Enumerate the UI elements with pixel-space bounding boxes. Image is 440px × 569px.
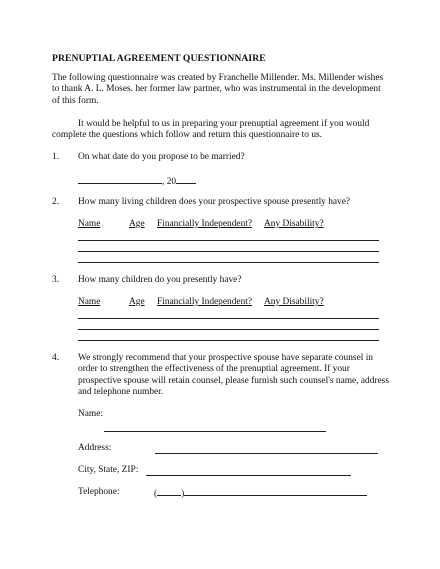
q3-col-financially-independent: Financially Independent?	[157, 297, 253, 307]
counsel-telephone-label: Telephone:	[78, 487, 120, 497]
q2-answer-line[interactable]	[78, 262, 379, 263]
phone-area-close-paren: )	[181, 489, 185, 499]
marriage-year-field[interactable]	[176, 175, 196, 184]
q2-answer-line[interactable]	[78, 251, 379, 252]
q3-answer-line[interactable]	[78, 318, 379, 319]
question-1-number: 1.	[52, 152, 60, 162]
marriage-date-row	[78, 175, 196, 188]
marriage-date-field[interactable]	[78, 175, 162, 184]
counsel-address-field[interactable]	[155, 453, 378, 454]
counsel-city-state-zip-field[interactable]	[146, 475, 351, 476]
counsel-city-state-zip-label: City, State, ZIP:	[78, 465, 139, 475]
q3-col-any-disability: Any Disability?	[264, 297, 324, 307]
instructions-paragraph: It would be helpful to us in preparing your prenuptial agreement if you would complete the questions which follow and return this questionnaire to us.	[52, 119, 370, 141]
q2-answer-line[interactable]	[78, 240, 379, 241]
question-3-number: 3.	[52, 275, 60, 285]
q2-col-financially-independent: Financially Independent?	[157, 219, 253, 229]
phone-number-field[interactable]	[184, 487, 367, 496]
q2-col-name: Name	[78, 219, 101, 229]
document-title: PRENUPTIAL AGREEMENT QUESTIONNAIRE	[52, 53, 266, 64]
counsel-name-field[interactable]	[104, 431, 326, 432]
counsel-name-label: Name:	[78, 409, 103, 419]
q3-answer-line[interactable]	[78, 340, 379, 341]
question-3-text: How many children do you presently have?	[78, 275, 242, 285]
question-4-text: We strongly recommend that your prospective spouse have separate counsel in order to strengthen the effectiveness of the prenuptial agreement. If your prospective spouse will retain counsel, please furnish such counsel's name, address and telephone number.	[78, 353, 389, 398]
counsel-address-label: Address:	[78, 443, 112, 453]
q3-col-name: Name	[78, 297, 101, 307]
question-1-text: On what date do you propose to be married?	[78, 152, 245, 162]
intro-paragraph: The following questionnaire was created by Franchelle Millender. Ms. Millender wishes to thank A. L. Moses. her former law partner, who was instrumental in the development of this form.	[52, 73, 384, 106]
phone-area-code-field[interactable]	[157, 487, 181, 496]
question-4-number: 4.	[52, 353, 60, 363]
q2-col-age: Age	[129, 219, 145, 229]
phone-area-open-paren: (	[154, 489, 158, 499]
q3-answer-line[interactable]	[78, 329, 379, 330]
question-2-number: 2.	[52, 197, 60, 207]
question-2-text: How many living children does your prospective spouse presently have?	[78, 197, 351, 207]
q3-col-age: Age	[129, 297, 145, 307]
counsel-telephone-row	[154, 487, 367, 500]
q2-col-any-disability: Any Disability?	[264, 219, 324, 229]
marriage-date-separator: , 20	[162, 177, 177, 187]
